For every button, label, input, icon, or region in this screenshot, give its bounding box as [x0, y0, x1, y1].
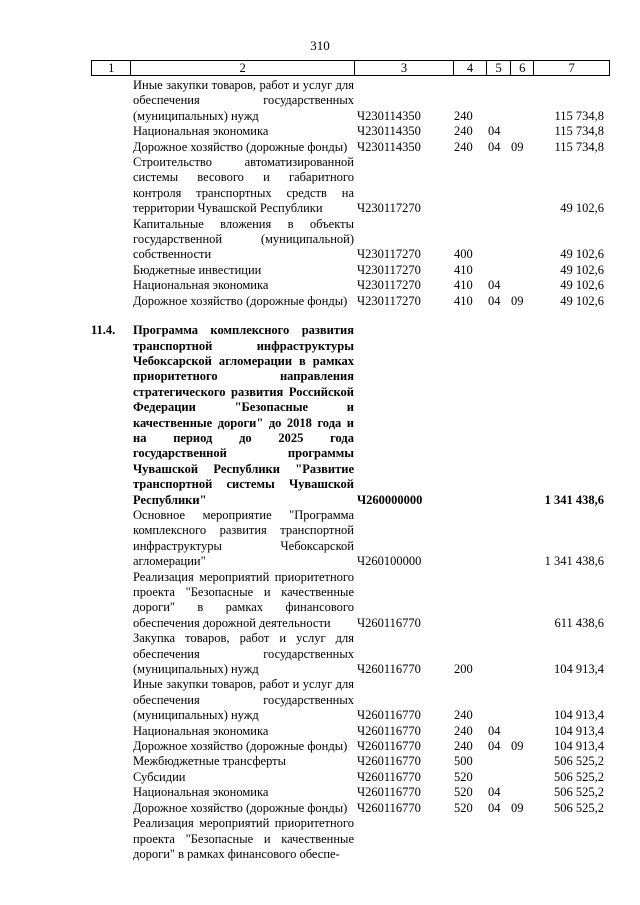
table-row	[91, 217, 610, 263]
row-code: Ч260116770	[357, 708, 421, 723]
row-name: Дорожное хозяйство (дорожные фонды)	[133, 139, 348, 154]
row-values	[91, 554, 610, 569]
column-header-6: 6	[511, 61, 534, 76]
row-name: Дорожное хозяйство (дорожные фонды)	[133, 739, 348, 754]
row-name: Иные закупки товаров, работ и услуг для обеспечения государственных (муниципальных) нужд	[133, 78, 354, 123]
row-amount: 104 913,4	[554, 708, 604, 723]
row-col4: 400	[454, 247, 473, 262]
table-row	[91, 770, 610, 785]
row-code: Ч260116770	[357, 739, 421, 754]
row-col5: 04	[488, 293, 501, 308]
row-values	[91, 278, 610, 293]
row-col5: 04	[488, 723, 501, 738]
column-header-3: 3	[354, 61, 453, 76]
row-amount: 1 341 438,6	[544, 554, 604, 569]
table-row	[91, 140, 610, 155]
row-amount: 611 438,6	[554, 615, 604, 630]
table-row	[91, 508, 610, 570]
row-values	[91, 616, 610, 631]
row-name: Основное мероприятие "Программа комплексного развития транспортной инфраструктуры Чебоксарской агломерации"	[133, 507, 354, 569]
table-row	[91, 263, 610, 278]
row-values	[91, 140, 610, 155]
row-col6: 09	[511, 293, 524, 308]
row-values	[91, 109, 610, 124]
column-header-table	[91, 60, 610, 76]
table-row	[91, 754, 610, 769]
table-row	[91, 739, 610, 754]
row-code: Ч230117270	[357, 247, 421, 262]
table-row	[91, 724, 610, 739]
row-code: Ч260116770	[357, 723, 421, 738]
row-name: Иные закупки товаров, работ и услуг для обеспечения государственных (муниципальных) нужд	[133, 677, 354, 723]
row-code: Ч230117270	[357, 201, 421, 216]
table-row	[91, 785, 610, 800]
row-amount: 49 102,6	[560, 293, 604, 308]
row-values	[91, 724, 610, 739]
row-values	[91, 201, 610, 216]
row-name: Национальная экономика	[133, 785, 269, 800]
row-values	[91, 493, 610, 508]
row-amount: 1 341 438,6	[544, 492, 604, 507]
row-amount: 49 102,6	[560, 278, 604, 293]
table-row	[91, 816, 610, 862]
row-col4: 410	[454, 262, 473, 277]
row-values	[91, 294, 610, 309]
table-row	[91, 323, 610, 508]
table-row	[91, 801, 610, 816]
row-code: Ч260000000	[357, 492, 423, 507]
row-name: Реализация мероприятий приоритетного проекта "Безопасные и качественные дороги" в рамках финансового обеспечения дорожной деятельности	[133, 569, 354, 630]
row-col5: 04	[488, 124, 501, 139]
row-col5: 04	[488, 800, 501, 815]
table-row	[91, 78, 610, 124]
row-code: Ч230117270	[357, 262, 421, 277]
row-values	[91, 739, 610, 754]
row-col5: 04	[488, 278, 501, 293]
column-header-2: 2	[131, 61, 354, 76]
row-values	[91, 847, 610, 862]
column-header-1: 1	[92, 61, 131, 76]
table-row	[91, 294, 610, 309]
row-code: Ч230117270	[357, 293, 421, 308]
row-amount: 506 525,2	[554, 800, 604, 815]
row-values	[91, 263, 610, 278]
row-amount: 49 102,6	[560, 247, 604, 262]
column-header-4: 4	[454, 61, 487, 76]
row-code: Ч260116770	[357, 754, 421, 769]
row-col4: 240	[454, 708, 473, 723]
table-row	[91, 155, 610, 217]
row-name: Национальная экономика	[133, 278, 269, 293]
row-amount: 506 525,2	[554, 754, 604, 769]
row-col5: 04	[488, 785, 501, 800]
row-col4: 240	[454, 108, 473, 123]
row-col4: 520	[454, 769, 473, 784]
row-code: Ч230117270	[357, 278, 421, 293]
column-header-7: 7	[534, 61, 610, 76]
row-name: Закупка товаров, работ и услуг для обеспечения государственных (муниципальных) нужд	[133, 631, 354, 677]
row-name: Национальная экономика	[133, 723, 269, 738]
row-name: Дорожное хозяйство (дорожные фонды)	[133, 800, 348, 815]
page-number: 310	[310, 38, 330, 53]
row-col4: 410	[454, 293, 473, 308]
row-name: Реализация мероприятий приоритетного проекта "Безопасные и качественные дороги" в рамках финансового обеспе-	[133, 816, 354, 861]
row-amount: 49 102,6	[560, 262, 604, 277]
row-name: Строительство автоматизированной системы весового и габаритного контроля транспортных средств на территории Чувашской Республики	[133, 155, 354, 216]
row-values	[91, 708, 610, 723]
row-code: Ч260116770	[357, 785, 421, 800]
budget-table-body	[91, 78, 610, 862]
row-name: Межбюджетные трансферты	[133, 754, 287, 769]
row-values	[91, 770, 610, 785]
row-spacer	[91, 309, 610, 323]
row-amount: 104 913,4	[554, 739, 604, 754]
row-amount: 49 102,6	[560, 201, 604, 216]
row-code: Ч260100000	[357, 554, 422, 569]
row-code: Ч260116770	[357, 769, 421, 784]
row-col4: 240	[454, 139, 473, 154]
row-name: Национальная экономика	[133, 124, 269, 139]
row-values	[91, 754, 610, 769]
row-amount: 115 734,8	[554, 139, 604, 154]
row-col5: 04	[488, 739, 501, 754]
row-values	[91, 124, 610, 139]
row-name: Бюджетные инвестиции	[133, 262, 262, 277]
table-row	[91, 631, 610, 677]
row-values	[91, 801, 610, 816]
row-code: Ч260116770	[357, 662, 421, 677]
row-name: Дорожное хозяйство (дорожные фонды)	[133, 293, 348, 308]
row-amount: 115 734,8	[554, 124, 604, 139]
table-row	[91, 570, 610, 632]
row-values	[91, 785, 610, 800]
row-col4: 200	[454, 662, 473, 677]
row-code: Ч260116770	[357, 615, 421, 630]
row-col4: 240	[454, 124, 473, 139]
row-code: Ч230114350	[357, 124, 421, 139]
row-col4: 520	[454, 785, 473, 800]
row-col6: 09	[511, 139, 524, 154]
row-code: Ч260116770	[357, 800, 421, 815]
table-row	[91, 677, 610, 723]
row-name: Субсидии	[133, 769, 186, 784]
row-amount: 104 913,4	[554, 662, 604, 677]
row-col4: 500	[454, 754, 473, 769]
row-values	[91, 662, 610, 677]
row-col4: 240	[454, 739, 473, 754]
row-amount: 506 525,2	[554, 785, 604, 800]
row-col6: 09	[511, 800, 524, 815]
row-col5: 04	[488, 139, 501, 154]
row-code: Ч230114350	[357, 108, 421, 123]
table-row	[91, 278, 610, 293]
table-row	[91, 124, 610, 139]
row-col6: 09	[511, 739, 524, 754]
row-amount: 104 913,4	[554, 723, 604, 738]
column-header-5: 5	[486, 61, 511, 76]
row-values	[91, 247, 610, 262]
row-col4: 410	[454, 278, 473, 293]
row-name: Капитальные вложения в объекты государственной (муниципальной) собственности	[133, 216, 354, 262]
row-amount: 506 525,2	[554, 769, 604, 784]
row-col4: 240	[454, 723, 473, 738]
row-amount: 115 734,8	[554, 108, 604, 123]
row-name: Программа комплексного развития транспортной инфраструктуры Чебоксарской агломерации в рамках приоритетного направления стратегического развития Российской Федерации "Безопасные и качественные дороги" до 2018 года и на период до 2025 года государственной программы Чувашской Республики "Развитие транспортной системы Чувашской Республики"	[133, 323, 354, 507]
row-number: 11.4.	[91, 323, 116, 338]
row-code: Ч230114350	[357, 139, 421, 154]
row-col4: 520	[454, 800, 473, 815]
